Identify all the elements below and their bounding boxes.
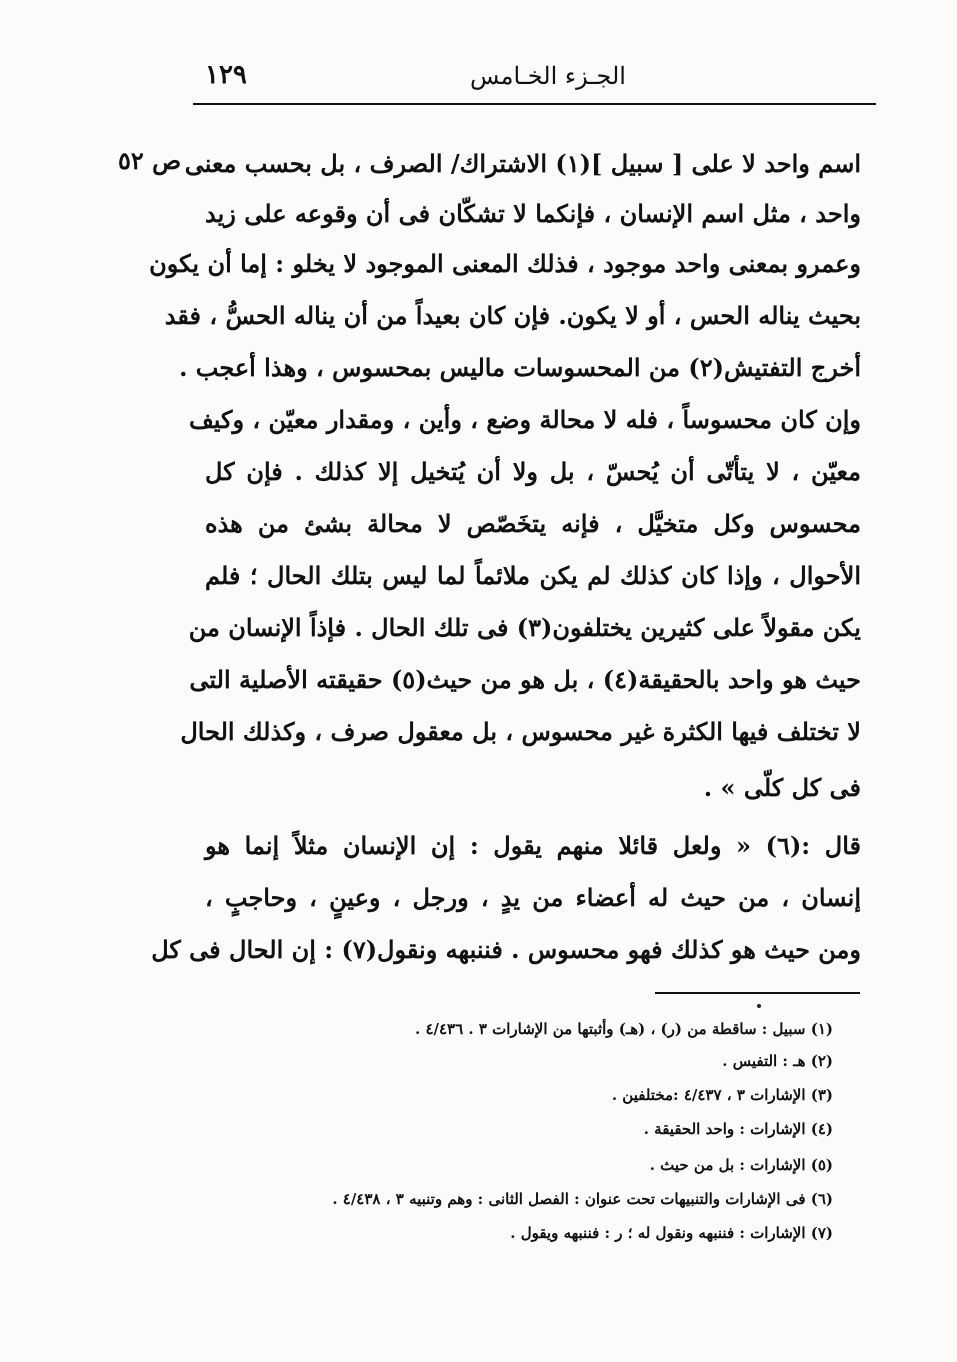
body-line: اسم واحد لا على [ سبيل ](١) الاشتراك/ الصرف ، بل بحسب معنى <box>184 149 861 178</box>
body-line: أخرج التفتيش(٢) من المحسوسات ماليس بمحسوس ، وهذا أعجب . <box>179 353 861 382</box>
body-line: يكن مقولاً على كثيرين يختلفون(٣) فى تلك الحال . فإذاً الإنسان من <box>188 613 861 642</box>
body-line: محسوس وكل متخيَّل ، فإنه يتخَصّص لا محالة بشئ من هذه <box>205 509 861 538</box>
page-number: ١٢٩ <box>205 60 247 90</box>
body-line: بحيث يناله الحس ، أو لا يكون. فإن كان بعيداً من أن يناله الحسُّ ، فقد <box>164 301 861 330</box>
footnote-rule <box>655 992 860 994</box>
footnote: (٦) فى الإشارات والتنبيهات تحت عنوان : الفصل الثانى : وهم وتنبيه ٣ ، ٤/٤٣٨ . <box>332 1190 833 1208</box>
body-line: حيث هو واحد بالحقيقة(٤) ، بل هو من حيث(٥) حقيقته الأصلية التى <box>189 665 861 694</box>
footnote: (٢) هـ : التفيس . <box>722 1052 833 1070</box>
body-line: إنسان ، من حيث له أعضاء من يدٍ ، ورجل ، وعينٍ ، وحاجبٍ ، <box>205 883 862 912</box>
footnote-dot <box>757 1004 761 1008</box>
footnote: (٥) الإشارات : بل من حيث . <box>649 1156 833 1174</box>
footnote: (٤) الإشارات : واحد الحقيقة . <box>643 1120 833 1138</box>
header-rule <box>193 103 876 105</box>
footnote: (١) سبيل : ساقطة من (ر) ، (هـ) وأثبتها من الإشارات ٣ . ٤/٤٣٦ . <box>415 1020 833 1038</box>
body-line: وعمرو بمعنى واحد موجود ، فذلك المعنى الموجود لا يخلو : إما أن يكون <box>149 249 861 278</box>
footnote: (٣) الإشارات ٣ ، ٤/٤٣٧ :مختلفين . <box>611 1086 833 1104</box>
running-header: الجـزء الخـامس <box>470 62 626 90</box>
body-line: ومن حيث هو كذلك فهو محسوس . فننبهه ونقول(٧) : إن الحال فى كل <box>151 935 861 964</box>
body-line: واحد ، مثل اسم الإنسان ، فإنكما لا تشكّان فى أن وقوعه على زيد <box>205 199 862 228</box>
body-line: الأحوال ، وإذا كان كذلك لم يكن ملائماً لما ليس بتلك الحال ؛ فلم <box>205 561 861 590</box>
body-line: وإن كان محسوساً ، فله لا محالة وضع ، وأين ، ومقدار معيّن ، وكيف <box>188 405 861 434</box>
margin-page-reference: ص ٥٢ <box>118 146 182 175</box>
body-line: معيّن ، لا يتأتّى أن يُحسّ ، بل ولا أن يُتخيل إلا كذلك . فإن كل <box>205 457 861 486</box>
body-line: فى كل كلّى » . <box>703 773 861 802</box>
body-line: قال :(٦) « ولعل قائلا منهم يقول : إن الإنسان مثلاً إنما هو <box>205 831 862 860</box>
footnote: (٧) الإشارات : فننبهه ونقول له ؛ ر : فننبهه ويقول . <box>510 1224 833 1242</box>
body-line: لا تختلف فيها الكثرة غير محسوس ، بل معقول صرف ، وكذلك الحال <box>180 717 861 746</box>
